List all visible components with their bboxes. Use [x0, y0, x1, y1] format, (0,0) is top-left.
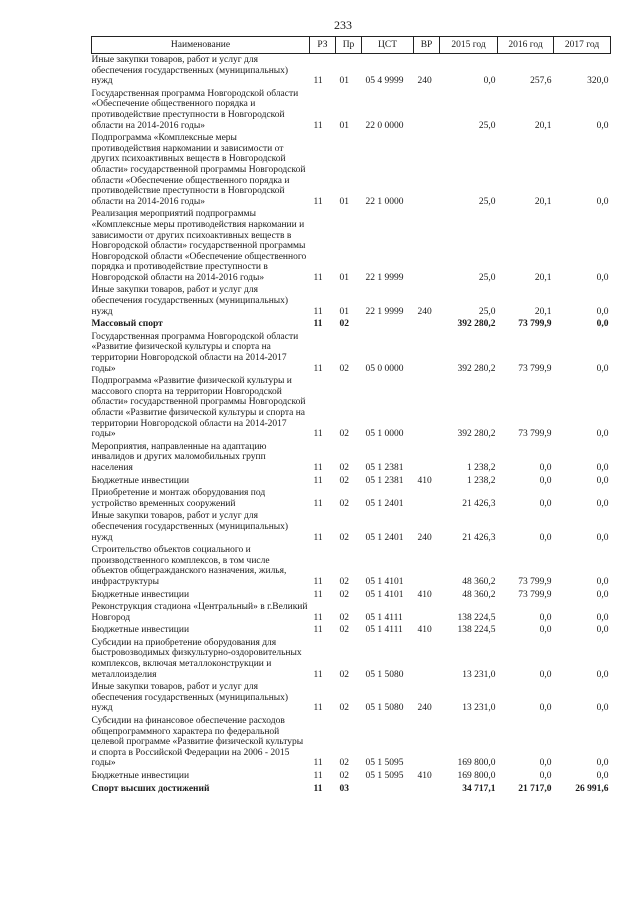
row-vr [414, 544, 440, 588]
row-cst: 05 1 2381 [365, 475, 404, 486]
row-amount-2015: 392 280,2 [457, 363, 496, 374]
row-cst: 22 1 9999 [365, 272, 404, 283]
row-amount-2017: 0,0 [596, 196, 609, 207]
row-pr: 02 [339, 612, 349, 623]
row-amount-2015: 34 717,1 [462, 783, 496, 794]
row-amount-2015: 138 224,5 [457, 612, 496, 623]
row-rz: 11 [313, 76, 323, 87]
table-row [92, 475, 611, 488]
row-name: Строительство объектов социального и производственного комплексов, в том числе объектов общегражданского назначения, жилья, инфраструктуры [91, 545, 287, 587]
row-name: Массовый спорт [91, 319, 163, 330]
row-name: Бюджетные инвестиции [91, 589, 190, 600]
row-name: Подпрограмма «Развитие физической культуры и массового спорта на территории Новгородской области» государственной программы Новгородской области «Развитие физической культуры и спорта на территории Новгородской области на 2014-2017 годы» [91, 376, 306, 440]
row-pr: 02 [339, 758, 349, 769]
table-body [92, 54, 611, 796]
row-amount-2017: 0,0 [596, 498, 609, 509]
row-pr: 01 [339, 272, 349, 283]
row-rz: 11 [313, 475, 323, 486]
row-cst [362, 783, 414, 796]
row-amount-2015: 392 280,2 [457, 429, 496, 440]
header-2017: 2017 год [554, 37, 611, 54]
row-amount-2017: 26 991,6 [575, 783, 609, 794]
row-rz: 11 [313, 589, 323, 600]
row-rz: 11 [313, 758, 323, 769]
row-amount-2017: 0,0 [596, 319, 609, 330]
row-amount-2017: 0,0 [596, 576, 609, 587]
row-name: Приобретение и монтаж оборудования под устройство временных сооружений [91, 488, 266, 509]
row-amount-2016: 20,1 [534, 272, 552, 283]
row-vr: 410 [417, 475, 432, 486]
row-amount-2017: 0,0 [596, 475, 609, 486]
row-rz: 11 [313, 771, 323, 781]
table-row [92, 715, 611, 770]
row-cst: 05 1 2401 [365, 498, 404, 509]
row-amount-2017: 0,0 [596, 306, 609, 317]
row-pr: 02 [339, 475, 349, 486]
row-cst: 05 1 4111 [365, 625, 403, 636]
row-amount-2016: 0,0 [539, 532, 552, 543]
row-amount-2015: 25,0 [478, 196, 496, 207]
header-2016: 2016 год [498, 37, 554, 54]
row-vr: 240 [417, 532, 432, 543]
row-rz: 11 [313, 429, 323, 440]
row-amount-2016: 0,0 [539, 475, 552, 486]
table-row [92, 54, 611, 88]
row-amount-2015: 138 224,5 [457, 625, 496, 636]
row-name: Иные закупки товаров, работ и услуг для обеспечения государственных (муниципальных) нужд [91, 511, 289, 543]
row-rz: 11 [313, 669, 323, 680]
row-amount-2016: 0,0 [539, 703, 552, 714]
row-amount-2015: 25,0 [478, 306, 496, 317]
row-name: Мероприятия, направленные на адаптацию инвалидов и других маломобильных групп населения [91, 441, 267, 473]
table-row [92, 770, 611, 783]
row-amount-2017: 0,0 [596, 272, 609, 283]
header-rz: РЗ [310, 37, 336, 54]
row-cst [362, 318, 414, 331]
row-amount-2017: 320,0 [587, 76, 609, 87]
row-amount-2017: 0,0 [596, 589, 609, 600]
row-pr: 01 [339, 306, 349, 317]
table-row [92, 783, 611, 796]
row-cst: 22 0 0000 [365, 120, 404, 131]
row-cst: 05 1 5080 [365, 703, 404, 714]
row-amount-2016: 73 799,9 [518, 576, 552, 587]
row-amount-2016: 257,6 [530, 76, 552, 87]
row-rz: 11 [313, 703, 323, 714]
row-amount-2015: 392 280,2 [457, 319, 496, 330]
row-pr: 03 [339, 783, 349, 794]
row-cst: 05 1 4101 [365, 589, 404, 600]
row-cst: 05 0 0000 [365, 363, 404, 374]
row-pr: 02 [339, 669, 349, 680]
row-amount-2017: 0,0 [596, 771, 609, 781]
table-header [92, 37, 611, 54]
row-rz: 11 [313, 363, 323, 374]
table-row [92, 510, 611, 544]
row-name: Субсидии на приобретение оборудования для быстровозводимых физкультурно-оздоровительных комплексов, включая металлоконструкции и металлоизделия [91, 637, 302, 680]
row-cst: 05 4 9999 [365, 76, 404, 87]
header-row [92, 37, 611, 54]
table-row [92, 441, 611, 475]
table-row [92, 544, 611, 588]
row-pr: 02 [339, 625, 349, 636]
row-cst: 22 1 9999 [365, 306, 404, 317]
row-cst: 05 1 0000 [365, 429, 404, 440]
row-vr [414, 132, 440, 208]
row-vr: 410 [417, 625, 432, 636]
row-cst: 05 1 5080 [365, 669, 404, 680]
row-vr [414, 715, 440, 770]
table-row [92, 132, 611, 208]
row-cst: 05 1 4101 [365, 576, 404, 587]
row-pr: 01 [339, 76, 349, 87]
row-vr: 240 [417, 306, 432, 317]
row-amount-2015: 13 231,0 [462, 703, 496, 714]
row-amount-2015: 25,0 [478, 120, 496, 131]
row-name: Реконструкция стадиона «Центральный» в г.Великий Новгород [91, 602, 308, 623]
row-vr [414, 637, 440, 681]
row-rz: 11 [313, 319, 323, 330]
row-name: Спорт высших достижений [91, 783, 210, 794]
row-amount-2016: 73 799,9 [518, 319, 552, 330]
table-row [92, 637, 611, 681]
row-name: Бюджетные инвестиции [91, 771, 190, 781]
table-row [92, 88, 611, 132]
row-amount-2017: 0,0 [596, 429, 609, 440]
header-name: Наименование [92, 37, 310, 54]
row-amount-2017: 0,0 [596, 625, 609, 636]
row-amount-2017: 0,0 [596, 758, 609, 769]
header-pr: Пр [336, 37, 362, 54]
row-amount-2017: 0,0 [596, 703, 609, 714]
row-amount-2015: 169 800,0 [457, 771, 496, 781]
row-amount-2016: 0,0 [539, 669, 552, 680]
row-pr: 02 [339, 703, 349, 714]
row-cst: 22 1 0000 [365, 196, 404, 207]
budget-table [91, 36, 611, 795]
row-amount-2015: 21 426,3 [462, 532, 496, 543]
table-row [92, 318, 611, 331]
row-amount-2016: 73 799,9 [518, 363, 552, 374]
header-2015: 2015 год [440, 37, 498, 54]
row-vr [414, 601, 440, 624]
header-cst: ЦСТ [362, 37, 414, 54]
row-pr: 02 [339, 771, 349, 781]
table-row [92, 589, 611, 602]
row-name: Иные закупки товаров, работ и услуг для обеспечения государственных (муниципальных) нужд [91, 55, 289, 87]
row-amount-2015: 21 426,3 [462, 498, 496, 509]
row-vr: 410 [417, 589, 432, 600]
table-row [92, 331, 611, 375]
table-row [92, 487, 611, 510]
row-amount-2015: 13 231,0 [462, 669, 496, 680]
row-rz: 11 [313, 625, 323, 636]
row-pr: 01 [339, 196, 349, 207]
row-name: Субсидии на финансовое обеспечение расходов общепрограммного характера по федеральной целевой программе «Развитие физической культуры и спорта в Российской Федерации на 2006 - 2015 годы» [91, 716, 304, 769]
row-amount-2016: 0,0 [539, 498, 552, 509]
row-vr [414, 375, 440, 441]
row-amount-2017: 0,0 [596, 120, 609, 131]
row-amount-2017: 0,0 [596, 612, 609, 623]
row-amount-2016: 20,1 [534, 120, 552, 131]
row-amount-2015: 1 238,2 [467, 475, 496, 486]
row-amount-2015: 0,0 [483, 76, 496, 87]
row-pr: 02 [339, 576, 349, 587]
row-vr: 240 [417, 703, 432, 714]
row-rz: 11 [313, 576, 323, 587]
row-vr [414, 208, 440, 284]
row-pr: 02 [339, 319, 349, 330]
row-cst: 05 1 5095 [365, 758, 404, 769]
row-vr: 410 [417, 771, 432, 781]
row-rz: 11 [313, 306, 323, 317]
row-name: Иные закупки товаров, работ и услуг для обеспечения государственных (муниципальных) нужд [91, 682, 289, 714]
row-cst: 05 1 2381 [365, 462, 404, 473]
row-name: Подпрограмма «Комплексные меры противодействия наркомании и зависимости от других психоактивных веществ в Новгородской области» государственной программы Новгородской области «Обеспечение общественного порядка и противодействие преступности в Новгородской области на 2014-2016 годы» [91, 133, 306, 207]
row-pr: 02 [339, 462, 349, 473]
row-vr [414, 783, 440, 796]
row-amount-2017: 0,0 [596, 462, 609, 473]
table-row [92, 681, 611, 715]
row-amount-2017: 0,0 [596, 532, 609, 543]
row-amount-2016: 0,0 [539, 771, 552, 781]
row-amount-2017: 0,0 [596, 669, 609, 680]
row-cst: 05 1 5095 [365, 771, 404, 781]
row-name: Государственная программа Новгородской области «Развитие физической культуры и спорта на территории Новгородской области на 2014-2017 годы» [91, 331, 299, 374]
row-amount-2016: 73 799,9 [518, 589, 552, 600]
row-vr [414, 88, 440, 132]
row-amount-2015: 48 360,2 [462, 576, 496, 587]
row-amount-2016: 21 717,0 [518, 783, 552, 794]
row-name: Бюджетные инвестиции [91, 475, 190, 486]
row-rz: 11 [313, 783, 323, 794]
row-amount-2016: 20,1 [534, 306, 552, 317]
row-name: Иные закупки товаров, работ и услуг для обеспечения государственных (муниципальных) нужд [91, 285, 289, 317]
row-amount-2016: 73 799,9 [518, 429, 552, 440]
table-row [92, 208, 611, 284]
row-amount-2016: 0,0 [539, 612, 552, 623]
row-amount-2017: 0,0 [596, 363, 609, 374]
table-row [92, 601, 611, 624]
row-amount-2015: 169 800,0 [457, 758, 496, 769]
row-vr: 240 [417, 76, 432, 87]
row-pr: 02 [339, 498, 349, 509]
row-amount-2015: 48 360,2 [462, 589, 496, 600]
row-pr: 02 [339, 532, 349, 543]
row-amount-2016: 0,0 [539, 758, 552, 769]
row-pr: 02 [339, 589, 349, 600]
row-vr [414, 318, 440, 331]
header-vr: ВР [414, 37, 440, 54]
row-amount-2016: 0,0 [539, 462, 552, 473]
row-name: Государственная программа Новгородской области «Обеспечение общественного порядка и противодействие преступности в Новгородской области на 2014-2016 годы» [91, 88, 299, 131]
row-pr: 02 [339, 429, 349, 440]
table-row [92, 284, 611, 318]
row-vr [414, 487, 440, 510]
row-rz: 11 [313, 532, 323, 543]
row-cst: 05 1 4111 [365, 612, 403, 623]
row-cst: 05 1 2401 [365, 532, 404, 543]
row-name: Бюджетные инвестиции [91, 625, 190, 636]
row-vr [414, 441, 440, 475]
row-amount-2015: 25,0 [478, 272, 496, 283]
row-name: Реализация мероприятий подпрограммы «Комплексные меры противодействия наркомании и зависимости от других психоактивных веществ в Новгородской области» государственной программы Новгородской области «Обеспечение общественного порядка и противодействие преступности в Новгородской области на 2014-2016 годы» [91, 209, 307, 283]
table-row [92, 375, 611, 441]
row-pr: 01 [339, 120, 349, 131]
row-vr [414, 331, 440, 375]
row-amount-2015: 1 238,2 [467, 462, 496, 473]
row-rz: 11 [313, 120, 323, 131]
row-rz: 11 [313, 612, 323, 623]
row-amount-2016: 20,1 [534, 196, 552, 207]
row-rz: 11 [313, 272, 323, 283]
table-row [92, 624, 611, 637]
page-number: 233 [334, 18, 352, 32]
row-amount-2016: 0,0 [539, 625, 552, 636]
row-pr: 02 [339, 363, 349, 374]
row-rz: 11 [313, 498, 323, 509]
row-rz: 11 [313, 462, 323, 473]
row-rz: 11 [313, 196, 323, 207]
